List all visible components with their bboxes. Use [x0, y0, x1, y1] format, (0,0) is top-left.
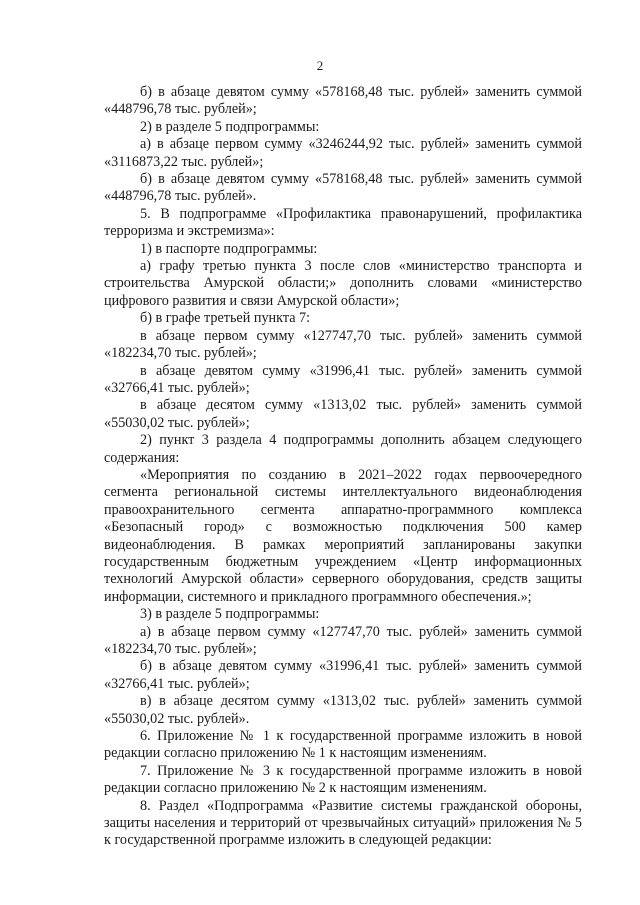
paragraph: в абзаце первом сумму «127747,70 тыс. рублей» заменить суммой «182234,70 тыс. рублей»; — [104, 327, 582, 362]
document-body — [104, 84, 582, 850]
paragraph: 8. Раздел «Подпрограмма «Развитие системы гражданской обороны, защиты населения и территорий от чрезвычайных ситуаций» приложения № 5 к государственной программе изложить в следующей редакции: — [104, 797, 582, 849]
paragraph: 3) в разделе 5 подпрограммы: — [140, 606, 320, 623]
paragraph: б) в графе третьей пункта 7: — [140, 310, 311, 327]
paragraph: 2) пункт 3 раздела 4 подпрограммы дополнить абзацем следующего содержания: — [104, 432, 582, 466]
paragraph: а) в абзаце первом сумму «3246244,92 тыс. рублей» заменить суммой «3116873,22 тыс. рублей»; — [104, 136, 582, 170]
paragraph: в абзаце девятом сумму «31996,41 тыс. рублей» заменить суммой «32766,41 тыс. рублей»; — [104, 362, 582, 396]
paragraph: б) в абзаце девятом сумму «578168,48 тыс. рублей» заменить суммой «448796,78 тыс. рублей»; — [104, 84, 582, 118]
paragraph: 5. В подпрограмме «Профилактика правонарушений, профилактика терроризма и экстремизма»: — [104, 205, 582, 240]
paragraph: а) графу третью пункта 3 после слов «министерство транспорта и строительства Амурской области;» дополнить словами «министерство цифрового развития и связи Амурской области»; — [104, 258, 582, 309]
paragraph: б) в абзаце девятом сумму «578168,48 тыс. рублей» заменить суммой «448796,78 тыс. рублей». — [104, 171, 582, 205]
paragraph: б) в абзаце девятом сумму «31996,41 тыс. рублей» заменить суммой «32766,41 тыс. рублей»; — [104, 658, 582, 692]
paragraph: 6. Приложение № 1 к государственной программе изложить в новой редакции согласно приложению № 1 к настоящим изменениям. — [104, 728, 582, 762]
paragraph: «Мероприятия по созданию в 2021–2022 годах первоочередного сегмента региональной системы интеллектуального видеонаблюдения правоохранительного сегмента аппаратно-программного комплекса «Безопасный город» с возможностью подключения 500 камер видеонаблюдения. В рамках мероприятий запланированы закупки государственным бюджетным учреждением «Центр информационных технологий Амурской области» серверного оборудования, средств защиты информации, системного и прикладного программного обеспечения.»; — [104, 466, 582, 605]
paragraph: 1) в паспорте подпрограммы: — [140, 240, 318, 257]
paragraph: в абзаце десятом сумму «1313,02 тыс. рублей» заменить суммой «55030,02 тыс. рублей»; — [104, 397, 582, 431]
paragraph: в) в абзаце десятом сумму «1313,02 тыс. рублей» заменить суммой «55030,02 тыс. рублей». — [104, 693, 582, 727]
page-number: 2 — [316, 58, 324, 73]
paragraph: а) в абзаце первом сумму «127747,70 тыс. рублей» заменить суммой «182234,70 тыс. рублей»; — [104, 623, 582, 657]
paragraph: 7. Приложение № 3 к государственной программе изложить в новой редакции согласно приложению № 2 к настоящим изменениям. — [104, 762, 582, 797]
paragraph: 2) в разделе 5 подпрограммы: — [140, 118, 320, 135]
